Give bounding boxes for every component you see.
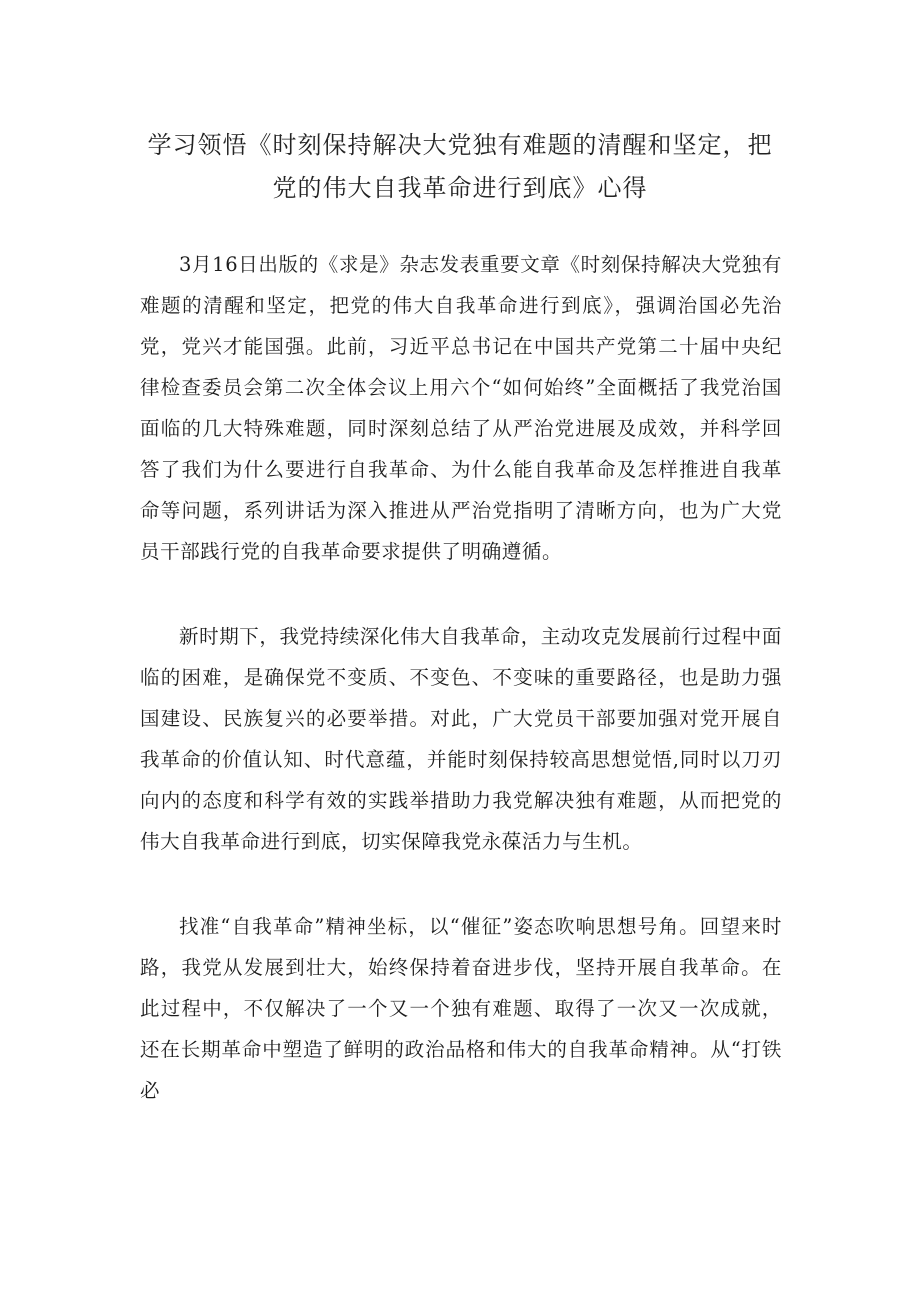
paragraph-2: 新时期下，我党持续深化伟大自我革命，主动攻克发展前行过程中面临的困难，是确保党不变质、不变色、不变味的重要路径，也是助力强国建设、民族复兴的必要举措。对此，广大党员干部要加强对党开展自我革命的价值认知、时代意蕴，并能时刻保持较高思想觉悟,同时以刀刃向内的态度和科学有效的实践举措助力我党解决独有难题，从而把党的伟大自我革命进行到底，切实保障我党永葆活力与生机。 (140, 625, 783, 853)
title-line-2: 党的伟大自我革命进行到底》心得 (272, 174, 648, 202)
document-title (130, 124, 790, 210)
paragraph-3: 找准“自我革命”精神坐标，以“催征”姿态吹响思想号角。回望来时路，我党从发展到壮大，始终保持着奋进步伐，坚持开展自我革命。在此过程中，不仅解决了一个又一个独有难题、取得了一次又一次成就，还在长期革命中塑造了鲜明的政治品格和伟大的自我革命精神。从“打铁必 (140, 915, 782, 1102)
paragraph-1: 3月16日出版的《求是》杂志发表重要文章《时刻保持解决大党独有难题的清醒和坚定，把党的伟大自我革命进行到底》，强调治国必先治党，党兴才能国强。此前，习近平总书记在中国共产党第二十届中央纪律检查委员会第二次全体会议上用六个“如何始终”全面概括了我党治国面临的几大特殊难题，同时深刻总结了从严治党进展及成效，并科学回答了我们为什么要进行自我革命、为什么能自我革命及怎样推进自我革命等问题，系列讲话为深入推进从严治党指明了清晰方向，也为广大党员干部践行党的自我革命要求提供了明确遵循。 (140, 253, 782, 563)
title-line-1: 学习领悟《时刻保持解决大党独有难题的清醒和坚定，把 (147, 131, 773, 159)
document-body (140, 244, 782, 1155)
